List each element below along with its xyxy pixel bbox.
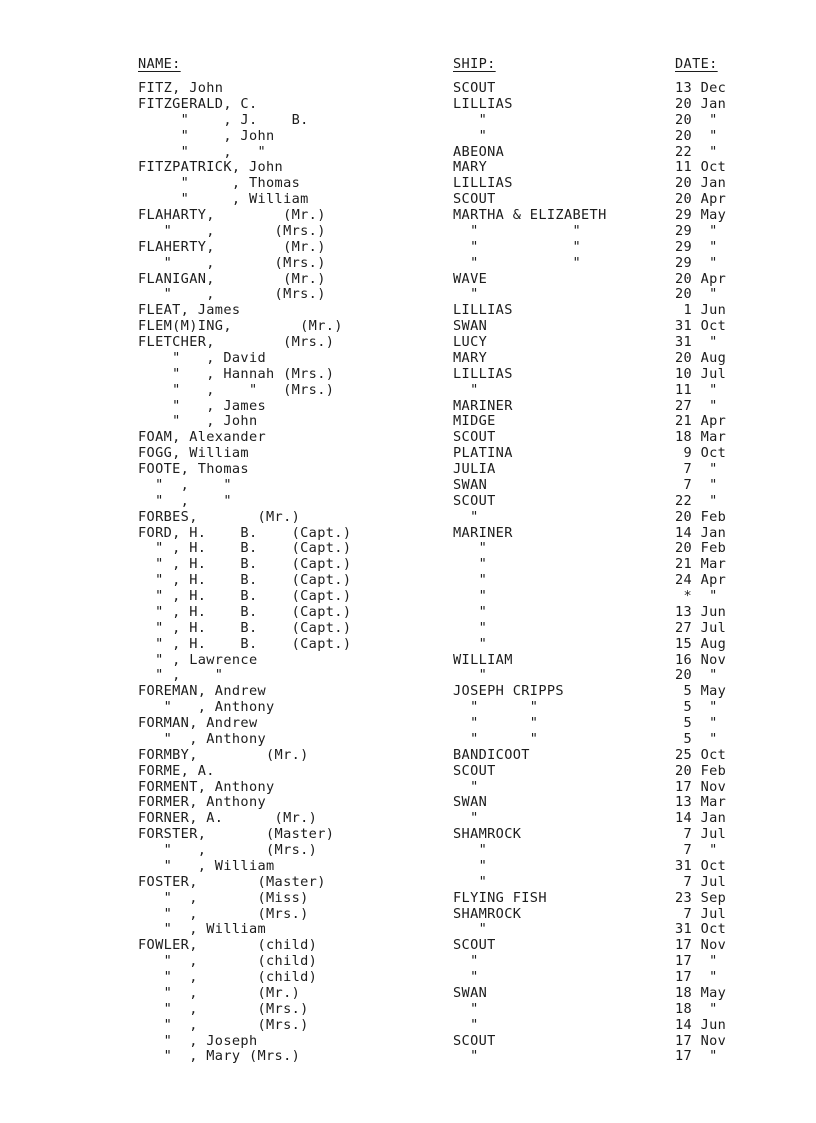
list-row xyxy=(0,1018,816,1034)
list-row xyxy=(0,224,816,240)
list-row xyxy=(0,748,816,764)
ship-name: " xyxy=(453,111,488,128)
passenger-name: " , Mary (Mrs.) xyxy=(138,1048,301,1065)
name-column-header: NAME: xyxy=(138,56,181,72)
arrival-date: 29 " xyxy=(675,254,718,271)
arrival-date: 17 Nov xyxy=(675,937,727,954)
ship-name: SHAMROCK xyxy=(453,826,522,843)
ship-name: " xyxy=(453,588,488,604)
list-row xyxy=(0,462,816,478)
list-row xyxy=(0,732,816,748)
ship-name: " xyxy=(453,556,488,573)
arrival-date: 7 " xyxy=(675,476,718,493)
passenger-name: FITZGERALD, C. xyxy=(138,95,258,112)
list-row xyxy=(0,510,816,526)
ship-name: " " xyxy=(453,254,582,271)
ship-name: LILLIAS xyxy=(453,95,513,112)
passenger-name: " , (Mrs.) xyxy=(138,842,318,858)
ship-name: SCOUT xyxy=(453,80,496,96)
arrival-date: 29 May xyxy=(675,207,727,223)
ship-name: BANDICOOT xyxy=(453,746,530,763)
ship-name: SWAN xyxy=(453,794,488,811)
arrival-date: 17 " xyxy=(675,969,718,985)
passenger-name: " , (Mrs.) xyxy=(138,222,326,239)
passenger-name: FORNER, A. (Mr.) xyxy=(138,810,318,827)
list-row xyxy=(0,81,816,97)
list-row xyxy=(0,113,816,129)
ship-name: " xyxy=(453,540,488,557)
ship-name: MIDGE xyxy=(453,413,496,430)
arrival-date: 15 Aug xyxy=(675,635,727,652)
ship-name: " " xyxy=(453,222,582,239)
passenger-name: " , William xyxy=(138,191,309,208)
arrival-date: 10 Jul xyxy=(675,365,727,382)
arrival-date: 11 " xyxy=(675,381,718,398)
passenger-name: " , " xyxy=(138,476,232,493)
ship-name: " xyxy=(453,286,479,303)
arrival-date: 17 " xyxy=(675,1048,718,1065)
arrival-date: 22 " xyxy=(675,143,718,160)
arrival-date: 13 Mar xyxy=(675,794,727,811)
list-row xyxy=(0,811,816,827)
list-row xyxy=(0,414,816,430)
list-row xyxy=(0,1049,816,1065)
passenger-name: " , H. B. (Capt.) xyxy=(138,603,352,620)
passenger-name: FOAM, Alexander xyxy=(138,429,267,446)
list-row xyxy=(0,907,816,923)
ship-name: " xyxy=(453,810,479,827)
arrival-date: 29 " xyxy=(675,222,718,239)
ship-name: MARTHA & ELIZABETH xyxy=(453,207,607,223)
arrival-date: 14 Jan xyxy=(675,524,727,541)
arrival-date: 5 " xyxy=(675,699,718,716)
passenger-name: " , (Mrs.) xyxy=(138,254,326,271)
passenger-name: FOOTE, Thomas xyxy=(138,461,249,477)
passenger-name: " , James xyxy=(138,397,267,414)
arrival-date: 13 Dec xyxy=(675,80,727,96)
arrival-date: 17 Nov xyxy=(675,1032,727,1049)
list-row xyxy=(0,1002,816,1018)
passenger-name: " , Hannah (Mrs.) xyxy=(138,365,335,382)
arrival-date: 17 Nov xyxy=(675,778,727,795)
ship-name: " xyxy=(453,381,479,398)
arrival-date: 31 Oct xyxy=(675,921,727,938)
list-row xyxy=(0,589,816,605)
list-row xyxy=(0,764,816,780)
ship-name: " xyxy=(453,969,479,985)
list-row xyxy=(0,970,816,986)
ship-name: " xyxy=(453,635,488,652)
arrival-date: 20 " xyxy=(675,111,718,128)
list-row xyxy=(0,1034,816,1050)
passenger-name: " , J. B. xyxy=(138,111,309,128)
arrival-date: 7 " xyxy=(675,842,718,858)
passenger-name: " , William xyxy=(138,921,267,938)
ship-name: " xyxy=(453,603,488,620)
passenger-name: " , H. B. (Capt.) xyxy=(138,588,352,604)
arrival-date: 7 Jul xyxy=(675,826,727,843)
ship-name: SCOUT xyxy=(453,762,496,779)
arrival-date: 20 Apr xyxy=(675,270,727,287)
ship-name: " xyxy=(453,778,479,795)
passenger-name: " , H. B. (Capt.) xyxy=(138,556,352,573)
arrival-date: 20 Feb xyxy=(675,762,727,779)
ship-name: WILLIAM xyxy=(453,651,513,668)
ship-name: " xyxy=(453,873,488,890)
passenger-name: FOSTER, (Master) xyxy=(138,873,326,890)
ship-name: LILLIAS xyxy=(453,302,513,319)
arrival-date: 7 Jul xyxy=(675,873,727,890)
arrival-date: 22 " xyxy=(675,492,718,509)
list-row xyxy=(0,605,816,621)
list-row xyxy=(0,795,816,811)
passenger-name: " , Joseph xyxy=(138,1032,258,1049)
list-row xyxy=(0,526,816,542)
list-row xyxy=(0,827,816,843)
list-row xyxy=(0,573,816,589)
list-row xyxy=(0,272,816,288)
ship-name: " xyxy=(453,619,488,636)
list-row xyxy=(0,208,816,224)
arrival-date: 29 " xyxy=(675,238,718,255)
list-row xyxy=(0,351,816,367)
arrival-date: 23 Sep xyxy=(675,889,727,906)
arrival-date: 18 " xyxy=(675,1000,718,1017)
list-row xyxy=(0,716,816,732)
list-row xyxy=(0,557,816,573)
ship-name: LUCY xyxy=(453,334,488,350)
ship-name: LILLIAS xyxy=(453,365,513,382)
passenger-name: " , John xyxy=(138,413,258,430)
ship-name: " xyxy=(453,1048,479,1065)
list-row xyxy=(0,653,816,669)
ship-name: LILLIAS xyxy=(453,175,513,192)
passenger-name: " , John xyxy=(138,127,275,144)
list-row xyxy=(0,494,816,510)
arrival-date: 20 " xyxy=(675,667,718,684)
passenger-name: " , Thomas xyxy=(138,175,301,192)
passenger-name: " , (Mrs.) xyxy=(138,1000,309,1017)
arrival-date: 5 " xyxy=(675,715,718,731)
passenger-name: " , " xyxy=(138,667,224,684)
list-row xyxy=(0,97,816,113)
ship-name: SCOUT xyxy=(453,937,496,954)
arrival-date: 20 Feb xyxy=(675,540,727,557)
list-row xyxy=(0,986,816,1002)
arrival-date: 7 Jul xyxy=(675,905,727,922)
ship-name: MARINER xyxy=(453,397,513,414)
passenger-name: " , H. B. (Capt.) xyxy=(138,635,352,652)
passenger-name: " , (Mrs.) xyxy=(138,286,326,303)
arrival-date: 16 Nov xyxy=(675,651,727,668)
ship-name: MARINER xyxy=(453,524,513,541)
ship-name: SCOUT xyxy=(453,1032,496,1049)
passenger-name: FORME, A. xyxy=(138,762,215,779)
ship-column-header: SHIP: xyxy=(453,56,496,72)
list-row xyxy=(0,954,816,970)
ship-name: JOSEPH CRIPPS xyxy=(453,683,564,700)
list-row xyxy=(0,684,816,700)
list-row xyxy=(0,446,816,462)
ship-name: MARY xyxy=(453,349,488,366)
arrival-date: 21 Apr xyxy=(675,413,727,430)
arrival-date: 24 Apr xyxy=(675,572,727,589)
ship-name: " xyxy=(453,1000,479,1017)
list-row xyxy=(0,875,816,891)
passenger-name: " , (Mrs.) xyxy=(138,905,309,922)
ship-name: " xyxy=(453,1016,479,1033)
ship-name: SCOUT xyxy=(453,429,496,446)
passenger-name: FLAHARTY, (Mr.) xyxy=(138,207,326,223)
list-row xyxy=(0,843,816,859)
list-row xyxy=(0,287,816,303)
ship-name: FLYING FISH xyxy=(453,889,547,906)
arrival-date: 9 Oct xyxy=(675,445,727,462)
arrival-date: 5 May xyxy=(675,683,727,700)
ship-name: " xyxy=(453,127,488,144)
arrival-date: 13 Jun xyxy=(675,603,727,620)
ship-name: SWAN xyxy=(453,318,488,335)
list-row xyxy=(0,668,816,684)
ship-name: SCOUT xyxy=(453,191,496,208)
ship-name: " xyxy=(453,667,488,684)
ship-name: SHAMROCK xyxy=(453,905,522,922)
passenger-name: FORMAN, Andrew xyxy=(138,715,258,731)
ship-name: " " xyxy=(453,699,539,716)
arrival-date: 7 " xyxy=(675,461,718,477)
passenger-name: " , (Mr.) xyxy=(138,984,301,1001)
list-row xyxy=(0,192,816,208)
list-row xyxy=(0,256,816,272)
list-row xyxy=(0,335,816,351)
arrival-date: 20 Aug xyxy=(675,349,727,366)
list-row xyxy=(0,891,816,907)
arrival-date: 31 " xyxy=(675,334,718,350)
arrival-date: 25 Oct xyxy=(675,746,727,763)
passenger-name: " , Anthony xyxy=(138,699,275,716)
arrival-date: 20 Feb xyxy=(675,508,727,525)
list-row xyxy=(0,700,816,716)
arrival-date: 20 Apr xyxy=(675,191,727,208)
passenger-name: " , William xyxy=(138,857,275,874)
ship-name: " xyxy=(453,508,479,525)
arrival-date: 18 Mar xyxy=(675,429,727,446)
ship-name: " " xyxy=(453,238,582,255)
list-row xyxy=(0,780,816,796)
list-row xyxy=(0,859,816,875)
arrival-date: 21 Mar xyxy=(675,556,727,573)
passenger-name: FOREMAN, Andrew xyxy=(138,683,267,700)
passenger-name: FORSTER, (Master) xyxy=(138,826,335,843)
ship-name: JULIA xyxy=(453,461,496,477)
list-row xyxy=(0,541,816,557)
passenger-name: " , Anthony xyxy=(138,730,267,747)
ship-name: ABEONA xyxy=(453,143,505,160)
ship-name: MARY xyxy=(453,159,488,176)
list-row xyxy=(0,240,816,256)
arrival-date: 5 " xyxy=(675,730,718,747)
passenger-name: FORMER, Anthony xyxy=(138,794,267,811)
passenger-list xyxy=(0,81,816,1065)
passenger-name: " , (Mrs.) xyxy=(138,1016,309,1033)
date-column-header: DATE: xyxy=(675,56,718,72)
list-row xyxy=(0,367,816,383)
passenger-name: FLAHERTY, (Mr.) xyxy=(138,238,326,255)
arrival-date: 31 Oct xyxy=(675,318,727,335)
passenger-name: FITZPATRICK, John xyxy=(138,159,284,176)
list-row xyxy=(0,478,816,494)
arrival-date: 27 Jul xyxy=(675,619,727,636)
ship-name: SCOUT xyxy=(453,492,496,509)
list-row xyxy=(0,383,816,399)
passenger-name: " , H. B. (Capt.) xyxy=(138,619,352,636)
ship-name: PLATINA xyxy=(453,445,513,462)
ship-name: " xyxy=(453,921,488,938)
passenger-name: FLEAT, James xyxy=(138,302,241,319)
passenger-name: " , (child) xyxy=(138,953,318,970)
passenger-name: FOGG, William xyxy=(138,445,249,462)
ship-name: " " xyxy=(453,715,539,731)
list-row xyxy=(0,621,816,637)
arrival-date: 27 " xyxy=(675,397,718,414)
passenger-name: FITZ, John xyxy=(138,80,224,96)
passenger-name: " , Lawrence xyxy=(138,651,258,668)
ship-name: " xyxy=(453,953,479,970)
passenger-name: FLETCHER, (Mrs.) xyxy=(138,334,335,350)
ship-name: " xyxy=(453,842,488,858)
list-row xyxy=(0,176,816,192)
passenger-name: FORMENT, Anthony xyxy=(138,778,275,795)
arrival-date: 17 " xyxy=(675,953,718,970)
list-row xyxy=(0,145,816,161)
arrival-date: 18 May xyxy=(675,984,727,1001)
passenger-name: " , " (Mrs.) xyxy=(138,381,335,398)
arrival-date: 11 Oct xyxy=(675,159,727,176)
list-row xyxy=(0,430,816,446)
ship-name: " xyxy=(453,572,488,589)
arrival-date: 14 Jan xyxy=(675,810,727,827)
passenger-name: " , H. B. (Capt.) xyxy=(138,540,352,557)
list-row xyxy=(0,637,816,653)
passenger-name: FORMBY, (Mr.) xyxy=(138,746,309,763)
passenger-name: " , David xyxy=(138,349,267,366)
list-row xyxy=(0,922,816,938)
arrival-date: 20 " xyxy=(675,127,718,144)
passenger-name: " , " xyxy=(138,143,267,160)
arrival-date: 14 Jun xyxy=(675,1016,727,1033)
ship-name: " " xyxy=(453,730,539,747)
arrival-date: 20 Jan xyxy=(675,175,727,192)
list-row xyxy=(0,129,816,145)
passenger-name: " , H. B. (Capt.) xyxy=(138,572,352,589)
arrival-date: 20 Jan xyxy=(675,95,727,112)
passenger-name: FOWLER, (child) xyxy=(138,937,318,954)
ship-name: WAVE xyxy=(453,270,488,287)
passenger-name: " , (child) xyxy=(138,969,318,985)
arrival-date: * " xyxy=(675,588,718,604)
passenger-name: FLEM(M)ING, (Mr.) xyxy=(138,318,343,335)
passenger-name: FORBES, (Mr.) xyxy=(138,508,301,525)
passenger-name: FORD, H. B. (Capt.) xyxy=(138,524,352,541)
passenger-name: " , " xyxy=(138,492,232,509)
ship-name: SWAN xyxy=(453,476,488,493)
arrival-date: 20 " xyxy=(675,286,718,303)
arrival-date: 1 Jun xyxy=(675,302,727,319)
ship-name: SWAN xyxy=(453,984,488,1001)
list-row xyxy=(0,938,816,954)
arrival-date: 31 Oct xyxy=(675,857,727,874)
list-row xyxy=(0,319,816,335)
passenger-name: " , (Miss) xyxy=(138,889,309,906)
list-row xyxy=(0,303,816,319)
list-row xyxy=(0,399,816,415)
column-header-row xyxy=(0,56,816,74)
ship-name: " xyxy=(453,857,488,874)
passenger-name: FLANIGAN, (Mr.) xyxy=(138,270,326,287)
list-row xyxy=(0,160,816,176)
